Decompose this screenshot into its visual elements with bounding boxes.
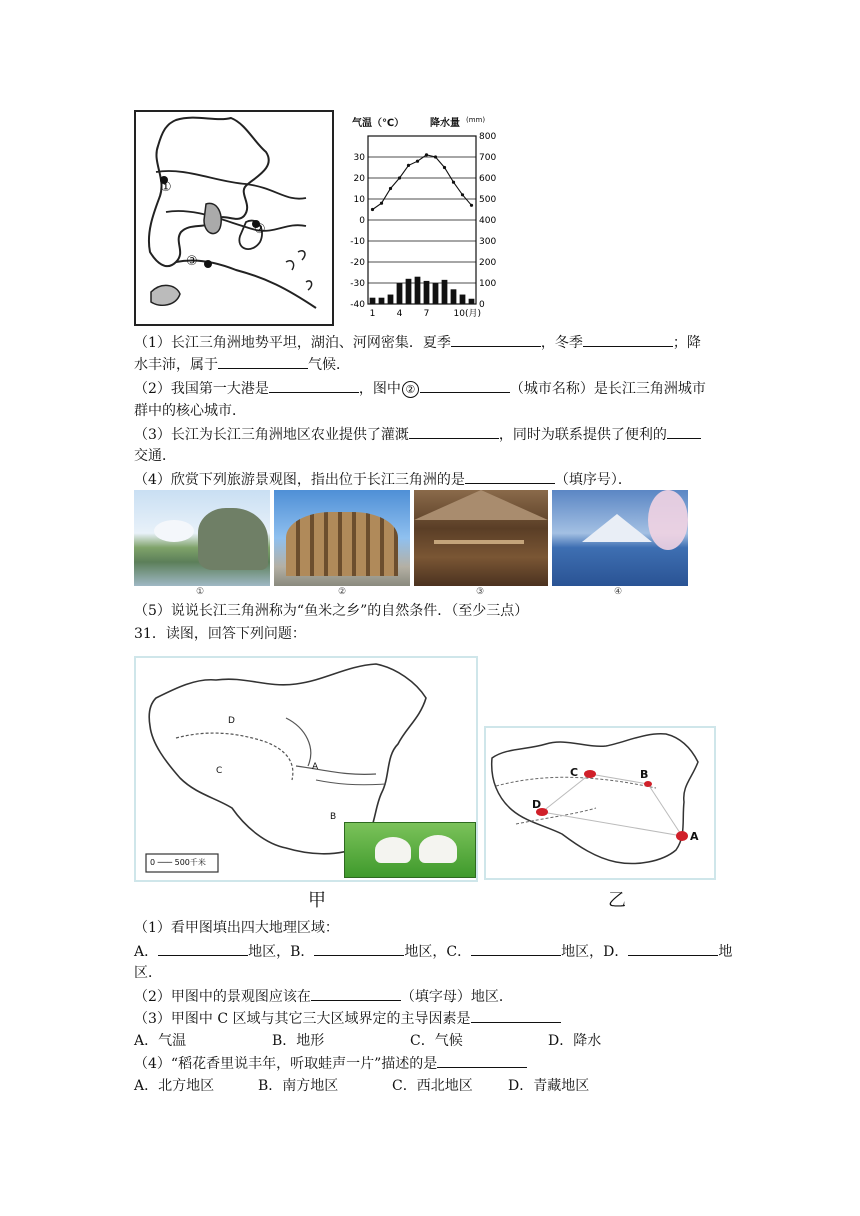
q30-l1c: ；降: [672, 335, 701, 351]
precip-bar: [424, 281, 430, 304]
q30-blank-port[interactable]: [269, 378, 359, 393]
q30-l2b: 气候．: [308, 357, 350, 373]
month-tick-label: 10(月): [453, 309, 481, 319]
q30-l7: （4）欣赏下列旅游景观图，指出位于长江三角洲的是: [134, 472, 465, 488]
month-tick-label: 7: [423, 309, 430, 319]
scenic-photo-2: [274, 490, 410, 586]
chart-title-left: 气温（℃）: [352, 118, 405, 129]
q31-s1e: 地: [718, 944, 733, 960]
q31-s4-opt-a[interactable]: A．北方地区: [134, 1078, 215, 1094]
q30-line-8: [134, 601, 528, 621]
precip-tick-label: 700: [479, 153, 497, 163]
q31-s1d: 地区，D．: [561, 944, 629, 960]
temp-point: [371, 208, 374, 211]
scenic-caption-1: ①: [196, 587, 205, 597]
precip-bar: [406, 279, 412, 304]
q31-s3-opt-d[interactable]: D．降水: [548, 1033, 602, 1049]
map-jia-scale: 0 ─── 500千米: [150, 858, 206, 867]
q30-l4: 群中的核心城市．: [134, 403, 246, 419]
q31-line-2: [134, 941, 732, 962]
q31-line-1: [134, 918, 339, 938]
map-jia-label-d: D: [228, 716, 235, 726]
q31-s4: （4）“稻花香里说丰年，听取蛙声一片”描述的是: [134, 1056, 438, 1072]
q30-line-2: [134, 354, 350, 375]
precip-tick-label: 0: [479, 300, 485, 310]
q30-l3: （2）我国第一大港是: [134, 381, 269, 397]
temp-tick-label: -10: [350, 237, 365, 247]
map-yi: [484, 726, 716, 880]
map-label-1: ①: [160, 180, 172, 195]
q31-blank-a[interactable]: [158, 941, 248, 956]
temp-tick-label: 10: [353, 195, 365, 205]
q31-s1b: 地区，B．: [248, 944, 315, 960]
q30-blank-transport[interactable]: [667, 424, 701, 439]
q31-title-line: [134, 624, 306, 644]
precip-bar: [397, 283, 403, 304]
precip-tick-label: 800: [479, 132, 497, 142]
map-label-3: ③: [186, 254, 198, 269]
q31-blank-b[interactable]: [314, 941, 404, 956]
q31-s4-opt-c[interactable]: C．西北地区: [392, 1078, 473, 1094]
q30-blank-winter[interactable]: [583, 332, 673, 347]
map-yi-label-c: C: [570, 766, 579, 779]
map-yi-label-d: D: [532, 798, 542, 811]
q31-blank-poem[interactable]: [437, 1053, 527, 1068]
temp-tick-label: -40: [350, 300, 365, 310]
precip-bar: [370, 298, 376, 304]
caption-jia: 甲: [308, 890, 326, 911]
map-yi-label-b: B: [640, 768, 649, 781]
temp-point: [425, 153, 428, 156]
temp-tick-label: -30: [350, 279, 365, 289]
precip-bar: [442, 280, 448, 304]
yangtze-delta-map: [134, 110, 334, 326]
q30-blank-climate[interactable]: [218, 354, 308, 369]
chart-title-right-unit: (mm): [466, 116, 486, 124]
q31-s4-opt-b[interactable]: B．南方地区: [258, 1078, 339, 1094]
map-jia-label-c: C: [216, 766, 223, 776]
temp-tick-label: 0: [359, 216, 365, 226]
q31-s1: （1）看甲图填出四大地理区域：: [134, 920, 339, 936]
q31-s1c: 地区，C．: [404, 944, 472, 960]
q30-blank-summer[interactable]: [451, 332, 541, 347]
temp-point: [434, 155, 437, 158]
q30-l5b: ，同时为联系提供了便利的: [498, 427, 667, 443]
map-label-2: ②: [254, 222, 266, 237]
temp-line: [373, 155, 472, 210]
scenic-caption-2: ②: [338, 587, 347, 597]
temp-tick-label: 30: [353, 153, 365, 163]
precip-tick-label: 300: [479, 237, 497, 247]
climate-chart-svg: [338, 110, 498, 325]
map-yi-label-a: A: [690, 830, 699, 843]
month-tick-label: 4: [396, 309, 403, 319]
q31-s4-opt-d[interactable]: D．青藏地区: [508, 1078, 590, 1094]
q31-line-7: [134, 1053, 527, 1074]
q30-line-7: [134, 469, 632, 490]
q30-circle-2: ②: [402, 381, 419, 398]
climate-chart: [338, 110, 498, 325]
caption-yi: 乙: [608, 890, 626, 911]
q30-blank-irrigation[interactable]: [409, 424, 499, 439]
temp-point: [461, 193, 464, 196]
temp-point: [452, 181, 455, 184]
precip-bar: [388, 295, 394, 304]
q30-line-6: [134, 446, 176, 466]
q31-blank-d[interactable]: [628, 941, 718, 956]
temp-point: [443, 166, 446, 169]
q30-l3b: ，图中: [358, 381, 401, 397]
scenic-photo-3: [414, 490, 548, 586]
q30-blank-scene[interactable]: [465, 469, 555, 484]
q31-blank-landscape[interactable]: [311, 986, 401, 1001]
q30-l3d: （城市名称）是长江三角洲城市: [509, 381, 706, 397]
q30-line-3: [134, 378, 706, 399]
q31-s2b: （填字母）地区．: [400, 989, 513, 1005]
q30-l8: （5）说说长江三角洲称为“鱼米之乡”的自然条件．（至少三点）: [134, 603, 529, 619]
temp-tick-label: -20: [350, 258, 365, 268]
q31-title: 31．读图，回答下列问题：: [134, 626, 306, 642]
temp-point: [389, 187, 392, 190]
precip-tick-label: 600: [479, 174, 497, 184]
q31-line-4: [134, 986, 513, 1007]
precip-tick-label: 500: [479, 195, 497, 205]
temp-point: [416, 160, 419, 163]
scenic-photo-1: [134, 490, 270, 586]
yangtze-delta-sketch: [136, 112, 332, 324]
q30-line-1: [134, 332, 701, 353]
q30-line-5: [134, 424, 701, 445]
q30-l6: 交通．: [134, 448, 176, 464]
q30-l1: （1）长江三角洲地势平坦，湖泊、河网密集．夏季: [134, 335, 451, 351]
precip-bar: [460, 295, 466, 304]
q31-line-3: [134, 963, 162, 983]
q31-s3: （3）甲图中 C 区域与其它三大区域界定的主导因素是: [134, 1011, 471, 1027]
q31-s3-opt-a[interactable]: A．气温: [134, 1033, 187, 1049]
precip-tick-label: 100: [479, 279, 497, 289]
precip-bar: [451, 289, 457, 304]
temp-point: [398, 176, 401, 179]
q31-blank-factor[interactable]: [471, 1008, 561, 1023]
route-map: [486, 728, 714, 878]
q31-s1a: A．: [134, 944, 159, 960]
q31-line-5: [134, 1008, 561, 1029]
q30-l1b: ，冬季: [540, 335, 583, 351]
temp-point: [380, 202, 383, 205]
q30-blank-city[interactable]: [420, 378, 510, 393]
q30-line-4: [134, 401, 246, 421]
q30-l2: 水丰沛，属于: [134, 357, 218, 373]
scenic-caption-3: ③: [476, 587, 485, 597]
scenic-photo-4: [552, 490, 688, 586]
precip-tick-label: 400: [479, 216, 497, 226]
map-jia-label-b: B: [330, 812, 337, 822]
q31-s1f: 区．: [134, 965, 162, 981]
q31-s2: （2）甲图中的景观图应该在: [134, 989, 311, 1005]
precip-bar: [469, 299, 475, 304]
q30-l5: （3）长江为长江三角洲地区农业提供了灌溉: [134, 427, 409, 443]
temp-point: [470, 204, 473, 207]
q31-blank-c[interactable]: [471, 941, 561, 956]
temp-tick-label: 20: [353, 174, 365, 184]
q31-s3-opt-b[interactable]: B．地形: [272, 1033, 325, 1049]
map-jia: [134, 656, 478, 882]
temp-point: [407, 164, 410, 167]
precip-tick-label: 200: [479, 258, 497, 268]
q31-s3-opt-c[interactable]: C．气候: [410, 1033, 463, 1049]
precip-bar: [379, 298, 385, 304]
grassland-yurt-photo: [344, 822, 476, 878]
month-tick-label: 1: [369, 309, 376, 319]
precip-bar: [415, 277, 421, 304]
chart-title-right: 降水量: [430, 118, 460, 129]
precip-bar: [433, 283, 439, 304]
map-jia-label-a: A: [312, 762, 319, 772]
q30-l7b: （填序号）．: [554, 472, 632, 488]
scenic-caption-4: ④: [614, 587, 623, 597]
